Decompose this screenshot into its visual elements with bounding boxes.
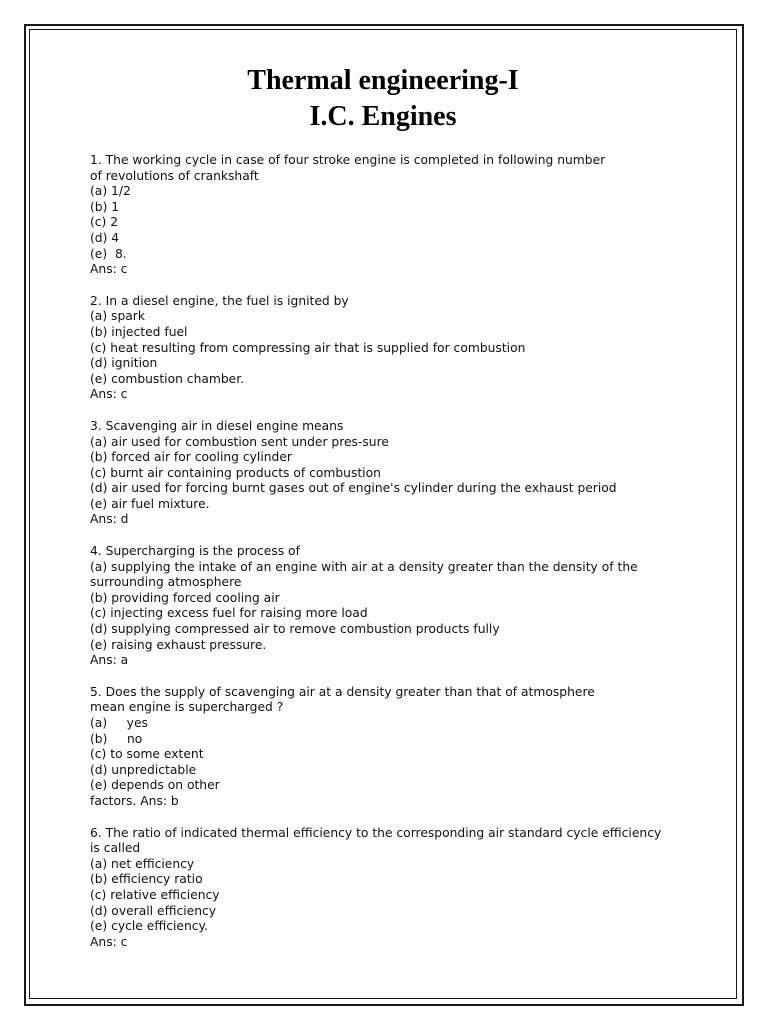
question-block <box>90 685 690 810</box>
answer-option: (e) air fuel mixture. <box>90 496 210 511</box>
answer-option: (a) 1/2 <box>90 184 131 199</box>
document-header <box>30 63 736 135</box>
question-list <box>90 153 690 966</box>
answer-option: (a) air used for combustion sent under pres-sure <box>90 434 389 449</box>
answer-key: Ans: d <box>90 512 129 527</box>
answer-option: (a) yes <box>90 716 148 730</box>
question-text: 4. Supercharging is the process of <box>90 544 300 559</box>
question-text: mean engine is supercharged ? <box>90 700 284 715</box>
answer-option: (a) spark <box>90 309 145 324</box>
answer-option: (b) no <box>90 731 143 746</box>
answer-option: (c) to some extent <box>90 747 204 762</box>
question-text: is called <box>90 841 141 856</box>
answer-option: (a) supplying the intake of an engine with air at a density greater than the density of the <box>90 559 638 574</box>
question-block <box>90 826 690 951</box>
question-text: of revolutions of crankshaft <box>90 168 259 183</box>
answer-option: (c) relative efficiency <box>90 887 220 902</box>
answer-option: (e) combustion chamber. <box>90 371 245 386</box>
answer-option: (e) raising exhaust pressure. <box>90 637 267 652</box>
question-text: 2. In a diesel engine, the fuel is ignited by <box>90 293 349 308</box>
answer-option: (d) overall efficiency <box>90 903 217 918</box>
question-block <box>90 544 690 669</box>
answer-option: (c) injecting excess fuel for raising more load <box>90 606 368 621</box>
answer-option: (b) providing forced cooling air <box>90 590 280 605</box>
answer-option: (d) 4 <box>90 230 120 245</box>
answer-option: (a) net efficiency <box>90 856 195 871</box>
answer-option: (c) burnt air containing products of combustion <box>90 465 381 480</box>
answer-option: (e) cycle efficiency. <box>90 919 208 934</box>
answer-key: Ans: a <box>90 653 129 668</box>
answer-option: (e) 8. <box>90 246 127 261</box>
answer-key: Ans: c <box>90 262 128 277</box>
document-title: Thermal engineering-I <box>247 65 519 96</box>
document-subtitle: I.C. Engines <box>309 101 457 132</box>
answer-option: (b) efficiency ratio <box>90 872 203 887</box>
answer-option: surrounding atmosphere <box>90 575 242 590</box>
answer-option: (b) 1 <box>90 199 120 214</box>
question-text: 1. The working cycle in case of four stroke engine is completed in following number <box>90 153 606 167</box>
question-block <box>90 294 690 403</box>
answer-option: (c) heat resulting from compressing air that is supplied for combustion <box>90 340 526 355</box>
answer-option: (d) unpredictable <box>90 762 197 777</box>
answer-option: (e) depends on other <box>90 778 220 793</box>
question-block <box>90 153 690 278</box>
answer-key: Ans: c <box>90 387 128 402</box>
question-block <box>90 419 690 528</box>
answer-option: (d) ignition <box>90 356 158 371</box>
answer-option: (c) 2 <box>90 215 119 230</box>
answer-option: (d) air used for forcing burnt gases out of engine's cylinder during the exhaust period <box>90 481 617 496</box>
answer-option: (b) injected fuel <box>90 324 188 339</box>
question-text: 6. The ratio of indicated thermal efficiency to the corresponding air standard cycle efficiency <box>90 825 662 840</box>
answer-option: (d) supplying compressed air to remove combustion products fully <box>90 622 500 637</box>
answer-key: factors. Ans: b <box>90 793 179 808</box>
question-text: 3. Scavenging air in diesel engine means <box>90 418 344 433</box>
answer-key: Ans: c <box>90 934 128 949</box>
question-text: 5. Does the supply of scavenging air at a density greater than that of atmosphere <box>90 684 595 699</box>
answer-option: (b) forced air for cooling cylinder <box>90 450 292 465</box>
